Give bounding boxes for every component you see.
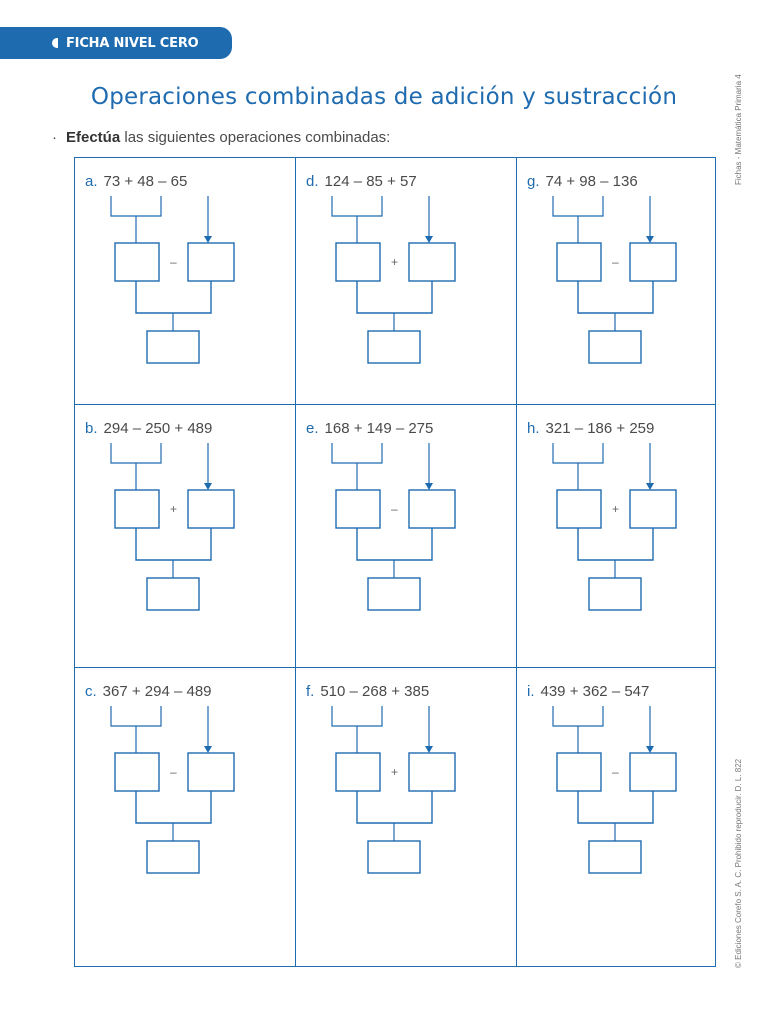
- exercise-cell: [296, 158, 516, 404]
- exercise-letter: h.: [527, 420, 540, 437]
- operation-sign: +: [391, 255, 399, 269]
- final-result-box[interactable]: [589, 841, 641, 873]
- operation-tree-diagram: [75, 405, 295, 667]
- second-operand-box[interactable]: [630, 753, 676, 791]
- operation-sign: +: [170, 502, 178, 516]
- arrow-head-icon: [646, 483, 654, 490]
- exercise-letter: f.: [306, 683, 315, 700]
- final-result-box[interactable]: [147, 578, 199, 610]
- operation-sign: +: [612, 502, 620, 516]
- second-operand-box[interactable]: [188, 243, 234, 281]
- arrow-head-icon: [425, 746, 433, 753]
- exercise-letter: e.: [306, 420, 319, 437]
- exercise-letter: b.: [85, 420, 98, 437]
- level-tab: [0, 27, 232, 59]
- operation-sign: –: [391, 502, 398, 516]
- arrow-head-icon: [204, 483, 212, 490]
- final-result-box[interactable]: [368, 578, 420, 610]
- final-result-box[interactable]: [589, 331, 641, 363]
- arrow-head-icon: [425, 236, 433, 243]
- final-result-box[interactable]: [589, 578, 641, 610]
- first-result-box[interactable]: [115, 243, 159, 281]
- merge-line: [136, 528, 211, 560]
- final-result-box[interactable]: [368, 331, 420, 363]
- bracket-line: [111, 706, 161, 726]
- page-title: Operaciones combinadas de adición y sustracción: [90, 84, 678, 110]
- exercise-cell: [75, 158, 295, 404]
- second-operand-box[interactable]: [188, 490, 234, 528]
- exercise-text: 74 + 98 – 136: [545, 173, 638, 190]
- second-operand-box[interactable]: [409, 753, 455, 791]
- second-operand-box[interactable]: [409, 490, 455, 528]
- bullet-icon: ·: [52, 129, 57, 146]
- operation-tree-diagram: [517, 158, 737, 404]
- bracket-line: [111, 443, 161, 463]
- first-result-box[interactable]: [336, 753, 380, 791]
- bracket-line: [332, 196, 382, 216]
- operation-tree-diagram: [75, 668, 295, 968]
- first-result-box[interactable]: [557, 243, 601, 281]
- second-operand-box[interactable]: [630, 243, 676, 281]
- operation-sign: –: [612, 765, 619, 779]
- exercise-letter: g.: [527, 173, 540, 190]
- merge-line: [578, 791, 653, 823]
- first-result-box[interactable]: [557, 490, 601, 528]
- bracket-line: [553, 443, 603, 463]
- bracket-line: [332, 706, 382, 726]
- operation-tree-diagram: [296, 405, 516, 667]
- operation-sign: –: [170, 765, 177, 779]
- final-result-box[interactable]: [147, 841, 199, 873]
- exercise-letter: c.: [85, 683, 97, 700]
- merge-line: [578, 281, 653, 313]
- final-result-box[interactable]: [147, 331, 199, 363]
- first-result-box[interactable]: [115, 753, 159, 791]
- bracket-line: [111, 196, 161, 216]
- exercise-cell: [75, 405, 295, 667]
- exercise-text: 124 – 85 + 57: [324, 173, 417, 190]
- tab-label: FICHA NIVEL CERO: [66, 35, 199, 51]
- exercise-grid: [74, 157, 716, 967]
- instruction-bold: Efectúa: [66, 129, 121, 146]
- second-operand-box[interactable]: [188, 753, 234, 791]
- operation-tree-diagram: [517, 405, 737, 667]
- exercise-letter: a.: [85, 173, 98, 190]
- arrow-head-icon: [204, 746, 212, 753]
- final-result-box[interactable]: [368, 841, 420, 873]
- exercise-cell: [296, 668, 516, 968]
- exercise-cell: [517, 158, 737, 404]
- merge-line: [136, 791, 211, 823]
- operation-tree-diagram: [296, 668, 516, 968]
- merge-line: [357, 791, 432, 823]
- merge-line: [357, 281, 432, 313]
- exercise-letter: i.: [527, 683, 535, 700]
- exercise-text: 439 + 362 – 547: [540, 683, 650, 700]
- arrow-head-icon: [425, 483, 433, 490]
- first-result-box[interactable]: [115, 490, 159, 528]
- operation-tree-diagram: [296, 158, 516, 404]
- side-credit-top: Fichas - Matemática Primaria 4: [734, 74, 743, 185]
- arrow-head-icon: [204, 236, 212, 243]
- second-operand-box[interactable]: [630, 490, 676, 528]
- instruction-text: las siguientes operaciones combinadas:: [120, 129, 391, 146]
- first-result-box[interactable]: [557, 753, 601, 791]
- instruction: [52, 129, 390, 146]
- operation-sign: +: [391, 765, 399, 779]
- merge-line: [357, 528, 432, 560]
- second-operand-box[interactable]: [409, 243, 455, 281]
- first-result-box[interactable]: [336, 490, 380, 528]
- bracket-line: [553, 706, 603, 726]
- operation-tree-diagram: [517, 668, 737, 968]
- arrow-head-icon: [646, 236, 654, 243]
- exercise-cell: [296, 405, 516, 667]
- exercise-cell: [75, 668, 295, 968]
- exercise-cell: [517, 668, 737, 968]
- exercise-text: 294 – 250 + 489: [103, 420, 213, 437]
- tab-bullet-icon: [52, 38, 58, 48]
- exercise-text: 510 – 268 + 385: [320, 683, 430, 700]
- exercise-cell: [517, 405, 737, 667]
- operation-tree-diagram: [75, 158, 295, 404]
- merge-line: [136, 281, 211, 313]
- operation-sign: –: [612, 255, 619, 269]
- bracket-line: [553, 196, 603, 216]
- exercise-letter: d.: [306, 173, 319, 190]
- exercise-text: 367 + 294 – 489: [102, 683, 212, 700]
- exercise-text: 321 – 186 + 259: [545, 420, 655, 437]
- first-result-box[interactable]: [336, 243, 380, 281]
- operation-sign: –: [170, 255, 177, 269]
- exercise-text: 168 + 149 – 275: [324, 420, 434, 437]
- bracket-line: [332, 443, 382, 463]
- arrow-head-icon: [646, 746, 654, 753]
- side-credit-bottom: © Ediciones Corefo S. A. C. Prohibido reproducir. D. L. 822: [734, 758, 743, 968]
- exercise-text: 73 + 48 – 65: [103, 173, 188, 190]
- merge-line: [578, 528, 653, 560]
